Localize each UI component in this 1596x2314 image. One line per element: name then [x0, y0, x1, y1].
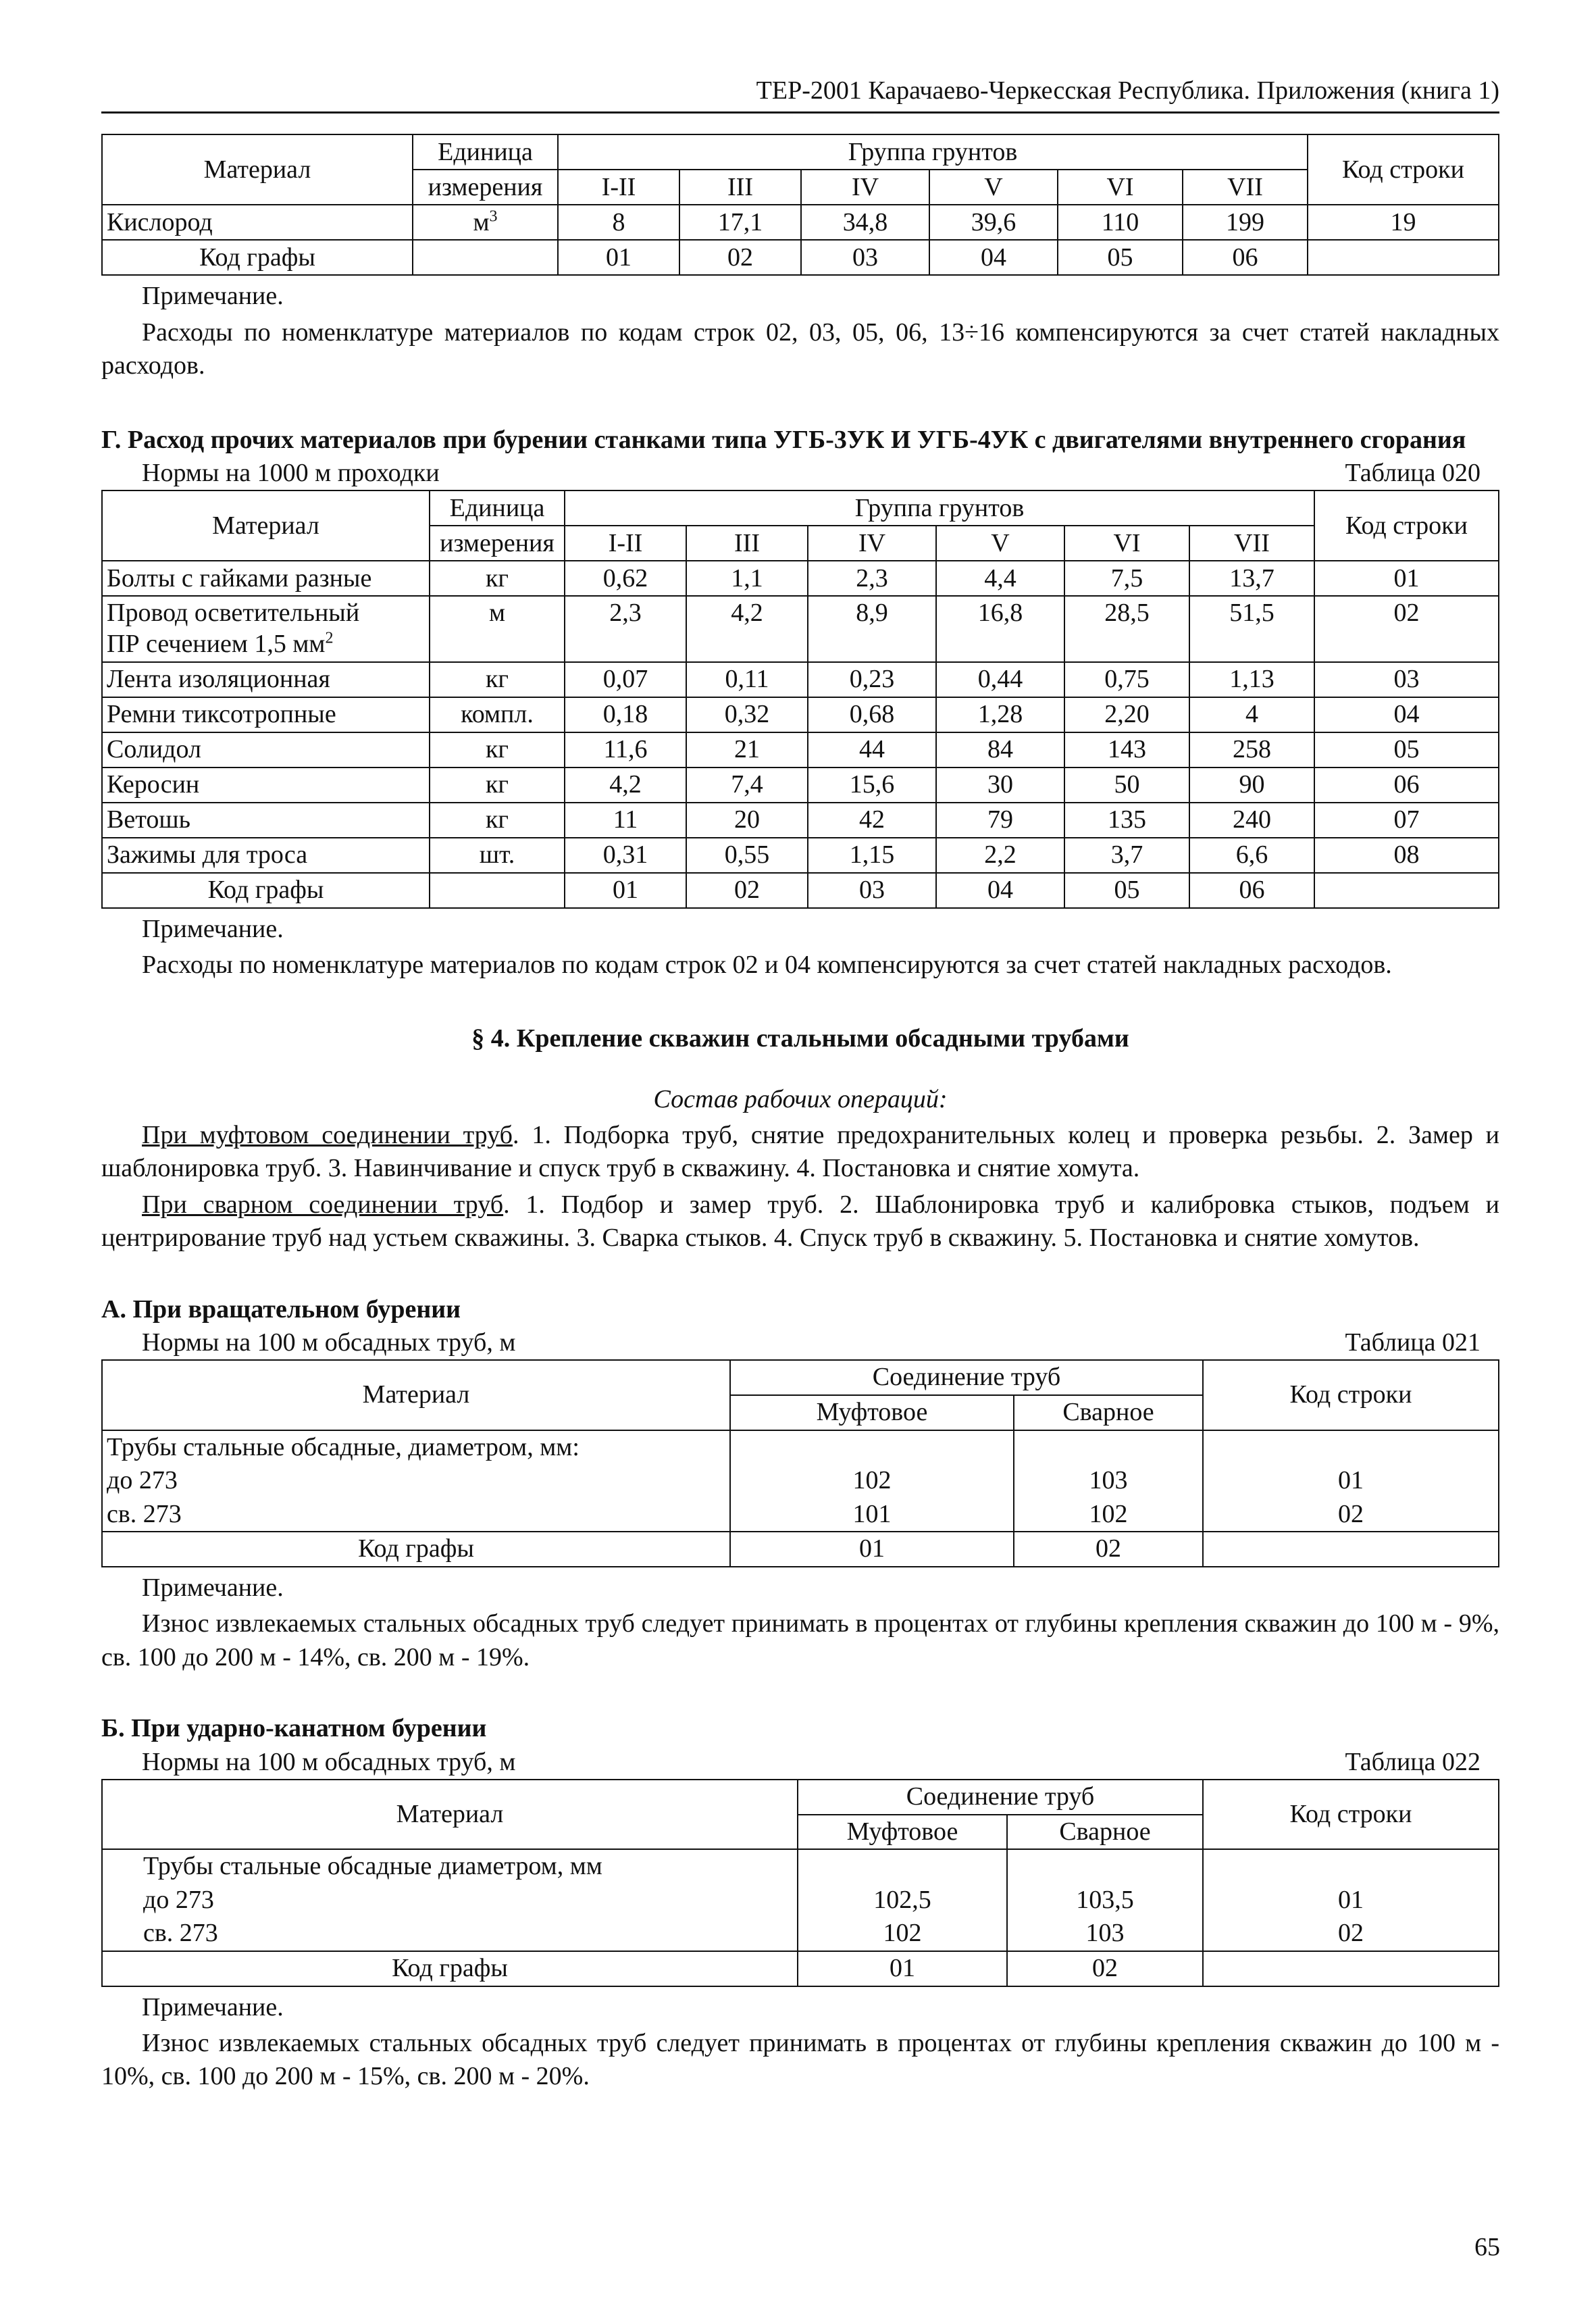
operations-title: Состав рабочих операций:: [653, 1084, 948, 1113]
norms-label: Нормы на 100 м обсадных труб, м: [142, 1747, 516, 1776]
page-number: 65: [1474, 2233, 1500, 2261]
value-cell: 102,5: [798, 1884, 1007, 1917]
header-muft: Муфтовое: [798, 1815, 1007, 1850]
row-code-cell: 19: [1308, 205, 1499, 240]
note-text: Износ извлекаемых стальных обсадных труб следует принимать в процентах от глубины крепления скважин до 100 м - 10%, св. 100 до 200 м - 15%, св. 200 м - 20%.: [101, 2028, 1499, 2091]
row-code-cell: 07: [1314, 803, 1499, 838]
unit-cell: компл.: [430, 697, 565, 732]
column-code: 05: [1064, 873, 1189, 908]
row-code-cell: 02: [1203, 1917, 1499, 1951]
value-cell: 135: [1064, 803, 1189, 838]
value-cell: 3,7: [1064, 838, 1189, 873]
operations-weld: При сварном соединении труб. 1. Подбор и замер труб. 2. Шаблонировка труб и калибровка стыков, подъем и центрирование труб над устьем скважины. 3. Сварка стыков. 4. Спуск труб в скважину. 5. Постановка и снятие хомутов.: [101, 1190, 1499, 1253]
header-material: Материал: [102, 1780, 798, 1849]
column-code: 03: [801, 240, 929, 275]
header-material: Материал: [102, 491, 430, 561]
value-cell: 44: [808, 732, 936, 768]
group-label: Трубы стальные обсадные диаметром, мм: [102, 1849, 798, 1884]
value-cell: 1,13: [1189, 662, 1314, 697]
value-cell: 0,31: [565, 838, 686, 873]
column-code: 04: [936, 873, 1064, 908]
value-cell: 240: [1189, 803, 1314, 838]
table-number: Таблица 020: [1345, 458, 1481, 487]
unit-cell: кг: [430, 803, 565, 838]
value-cell: 110: [1058, 205, 1183, 240]
value-cell: 0,75: [1064, 662, 1189, 697]
value-cell: 39,6: [929, 205, 1058, 240]
table-row: [102, 596, 1499, 661]
value-cell: 4,2: [565, 768, 686, 803]
value-cell: 103: [1014, 1464, 1203, 1498]
group-header: V: [929, 170, 1058, 205]
column-code: 01: [565, 873, 686, 908]
material-name: Кислород: [102, 205, 413, 240]
value-cell: 6,6: [1189, 838, 1314, 873]
column-code: 01: [558, 240, 679, 275]
table-row: [102, 561, 1499, 596]
group-header: IV: [808, 526, 936, 561]
note-text: Расходы по номенклатуре материалов по кодам строк 02, 03, 05, 06, 13÷16 компенсируются за счет статей накладных расходов.: [101, 318, 1499, 380]
value-cell: 30: [936, 768, 1064, 803]
table-body: [102, 561, 1499, 872]
group-label: Трубы стальные обсадные, диаметром, мм:: [102, 1430, 730, 1465]
column-code: 01: [798, 1951, 1007, 1986]
norms-label: Нормы на 1000 м проходки: [142, 458, 440, 487]
oxygen-table: [101, 134, 1499, 276]
row-code-cell: 08: [1314, 838, 1499, 873]
header-connection: Соединение труб: [798, 1780, 1203, 1815]
row-code-cell: 04: [1314, 697, 1499, 732]
table-row: [102, 1464, 1499, 1498]
value-cell: 102: [1014, 1498, 1203, 1532]
value-cell: 15,6: [808, 768, 936, 803]
column-code-row: [102, 1951, 1499, 1986]
column-code: 05: [1058, 240, 1183, 275]
section-title-g: Г. Расход прочих материалов при бурении станками типа УГБ-3УК И УГБ-4УК с двигателями внутреннего сгорания: [101, 425, 1466, 454]
column-code-label: Код графы: [102, 1951, 798, 1986]
column-code-row: [102, 873, 1499, 908]
value-cell: 0,18: [565, 697, 686, 732]
material-name: Лента изоляционная: [102, 662, 430, 697]
value-cell: 34,8: [801, 205, 929, 240]
note-text: Износ извлекаемых стальных обсадных труб следует принимать в процентах от глубины крепления скважин до 100 м - 9%, св. 100 до 200 м - 14%, св. 200 м - 19%.: [101, 1609, 1499, 1671]
value-cell: 16,8: [936, 596, 1064, 661]
group-header: I-II: [558, 170, 679, 205]
norms-label: Нормы на 100 м обсадных труб, м: [142, 1328, 516, 1357]
value-cell: 199: [1183, 205, 1308, 240]
value-cell: 102: [798, 1917, 1007, 1951]
group-header: III: [679, 170, 801, 205]
value-cell: 8,9: [808, 596, 936, 661]
value-cell: 101: [730, 1498, 1014, 1532]
header-material: Материал: [102, 1360, 730, 1430]
value-cell: 8: [558, 205, 679, 240]
document-page: [101, 74, 1499, 2096]
note-label: Примечание.: [142, 282, 284, 311]
table-row: [102, 803, 1499, 838]
unit-cell: $м^3$: [413, 205, 558, 240]
column-code: 03: [808, 873, 936, 908]
group-header: VI: [1058, 170, 1183, 205]
value-cell: 0,62: [565, 561, 686, 596]
header-unit: Единица: [430, 491, 565, 526]
column-code-row: [102, 240, 1499, 275]
header-soil-group: Группа грунтов: [565, 491, 1314, 526]
running-header: ТЕР-2001 Карачаево-Черкесская Республика. Приложения (книга 1): [101, 74, 1499, 114]
header-unit-2: измерения: [430, 526, 565, 561]
value-cell: 0,55: [686, 838, 808, 873]
value-cell: 4: [1189, 697, 1314, 732]
header-connection: Соединение труб: [730, 1360, 1203, 1395]
unit-cell: м: [430, 596, 565, 661]
value-cell: 2,3: [808, 561, 936, 596]
value-cell: 0,07: [565, 662, 686, 697]
unit-cell: кг: [430, 732, 565, 768]
value-cell: 143: [1064, 732, 1189, 768]
column-code: 02: [1014, 1532, 1203, 1567]
operations-muft: При муфтовом соединении труб. 1. Подборка труб, снятие предохранительных колец и проверка резьбы. 2. Замер и шаблонировка труб. 3. Навинчивание и спуск труб в скважину. 4. Постановка и снятие хомута.: [101, 1121, 1499, 1183]
material-name: св. 273: [102, 1917, 798, 1951]
table-row: [102, 732, 1499, 768]
note-label: Примечание.: [142, 1992, 284, 2021]
value-cell: 1,28: [936, 697, 1064, 732]
table-row: [102, 768, 1499, 803]
header-unit-2: измерения: [413, 170, 558, 205]
table-meta: [101, 457, 1499, 490]
value-cell: 7,4: [686, 768, 808, 803]
header-row-code: Код строки: [1203, 1360, 1499, 1430]
value-cell: 4,2: [686, 596, 808, 661]
column-code: 06: [1183, 240, 1308, 275]
value-cell: 7,5: [1064, 561, 1189, 596]
subsection-b-title: Б. При ударно-канатном бурении: [101, 1714, 487, 1743]
group-header: VI: [1064, 526, 1189, 561]
value-cell: 2,2: [936, 838, 1064, 873]
value-cell: 103,5: [1007, 1884, 1203, 1917]
header-row-code: Код строки: [1308, 134, 1499, 205]
material-name: до 273: [102, 1884, 798, 1917]
value-cell: 13,7: [1189, 561, 1314, 596]
table-row: [102, 1498, 1499, 1532]
material-name: Ремни тиксотропные: [102, 697, 430, 732]
column-code: 01: [730, 1532, 1014, 1567]
section-4-title: § 4. Крепление скважин стальными обсадными трубами: [471, 1024, 1129, 1053]
subsection-a-title: А. При вращательном бурении: [101, 1294, 461, 1324]
value-cell: 0,32: [686, 697, 808, 732]
value-cell: 21: [686, 732, 808, 768]
value-cell: 20: [686, 803, 808, 838]
row-code-cell: 02: [1203, 1498, 1499, 1532]
value-cell: 42: [808, 803, 936, 838]
header-row-code: Код строки: [1314, 491, 1499, 561]
unit-cell: кг: [430, 768, 565, 803]
group-header: VII: [1189, 526, 1314, 561]
table-number: Таблица 022: [1345, 1747, 1481, 1776]
table-number: Таблица 021: [1345, 1328, 1481, 1357]
value-cell: 1,1: [686, 561, 808, 596]
header-material: Материал: [102, 134, 413, 205]
row-code-cell: 03: [1314, 662, 1499, 697]
row-code-cell: 01: [1203, 1884, 1499, 1917]
column-code-label: Код графы: [102, 240, 413, 275]
value-cell: 258: [1189, 732, 1314, 768]
unit-cell: кг: [430, 561, 565, 596]
value-cell: 102: [730, 1464, 1014, 1498]
column-code: 02: [1007, 1951, 1203, 1986]
row-code-cell: 05: [1314, 732, 1499, 768]
value-cell: 50: [1064, 768, 1189, 803]
note-label: Примечание.: [142, 914, 284, 943]
row-code-cell: 06: [1314, 768, 1499, 803]
table-row: [102, 697, 1499, 732]
table-row: [102, 1917, 1499, 1951]
group-header: III: [686, 526, 808, 561]
column-code: 02: [679, 240, 801, 275]
table-row: [102, 205, 1499, 240]
row-code-cell: 02: [1314, 596, 1499, 661]
material-name: Ветошь: [102, 803, 430, 838]
header-row-code: Код строки: [1203, 1780, 1499, 1849]
pipes-table-021: [101, 1359, 1499, 1567]
value-cell: 51,5: [1189, 596, 1314, 661]
column-code: 06: [1189, 873, 1314, 908]
row-code-cell: 01: [1203, 1464, 1499, 1498]
table-row: [102, 1430, 1499, 1465]
material-name: Зажимы для троса: [102, 838, 430, 873]
table-row: [102, 1884, 1499, 1917]
material-name: св. 273: [102, 1498, 730, 1532]
value-cell: 79: [936, 803, 1064, 838]
material-name: Болты с гайками разные: [102, 561, 430, 596]
value-cell: 28,5: [1064, 596, 1189, 661]
column-code-label: Код графы: [102, 873, 430, 908]
group-header: I-II: [565, 526, 686, 561]
column-code-label: Код графы: [102, 1532, 730, 1567]
column-code: 04: [929, 240, 1058, 275]
value-cell: 1,15: [808, 838, 936, 873]
group-header: IV: [801, 170, 929, 205]
row-code-cell: 01: [1314, 561, 1499, 596]
value-cell: 0,68: [808, 697, 936, 732]
material-name: до 273: [102, 1464, 730, 1498]
material-name: Солидол: [102, 732, 430, 768]
header-muft: Муфтовое: [730, 1395, 1014, 1430]
unit-cell: кг: [430, 662, 565, 697]
column-code: 02: [686, 873, 808, 908]
value-cell: 2,3: [565, 596, 686, 661]
header-unit: Единица: [413, 134, 558, 170]
header-soil-group: Группа грунтов: [558, 134, 1308, 170]
value-cell: 0,23: [808, 662, 936, 697]
value-cell: 11,6: [565, 732, 686, 768]
unit-cell: шт.: [430, 838, 565, 873]
header-svar: Сварное: [1014, 1395, 1203, 1430]
value-cell: 90: [1189, 768, 1314, 803]
value-cell: 84: [936, 732, 1064, 768]
value-cell: 0,11: [686, 662, 808, 697]
note-label: Примечание.: [142, 1574, 284, 1602]
value-cell: 11: [565, 803, 686, 838]
column-code-row: [102, 1532, 1499, 1567]
table-row: [102, 838, 1499, 873]
group-header: V: [936, 526, 1064, 561]
value-cell: 103: [1007, 1917, 1203, 1951]
value-cell: 4,4: [936, 561, 1064, 596]
table-meta: [101, 1746, 1499, 1779]
value-cell: 17,1: [679, 205, 801, 240]
material-name: Керосин: [102, 768, 430, 803]
pipes-table-022: [101, 1779, 1499, 1987]
header-svar: Сварное: [1007, 1815, 1203, 1850]
materials-table-020: [101, 490, 1499, 908]
table-row: [102, 1849, 1499, 1884]
group-header: VII: [1183, 170, 1308, 205]
note-text: Расходы по номенклатуре материалов по кодам строк 02 и 04 компенсируются за счет статей накладных расходов.: [142, 950, 1392, 979]
value-cell: 2,20: [1064, 697, 1189, 732]
table-meta: [101, 1326, 1499, 1359]
value-cell: 0,44: [936, 662, 1064, 697]
material-name: Провод осветительный ПР сечением 1,5 $мм^2$: [102, 596, 430, 661]
table-row: [102, 662, 1499, 697]
